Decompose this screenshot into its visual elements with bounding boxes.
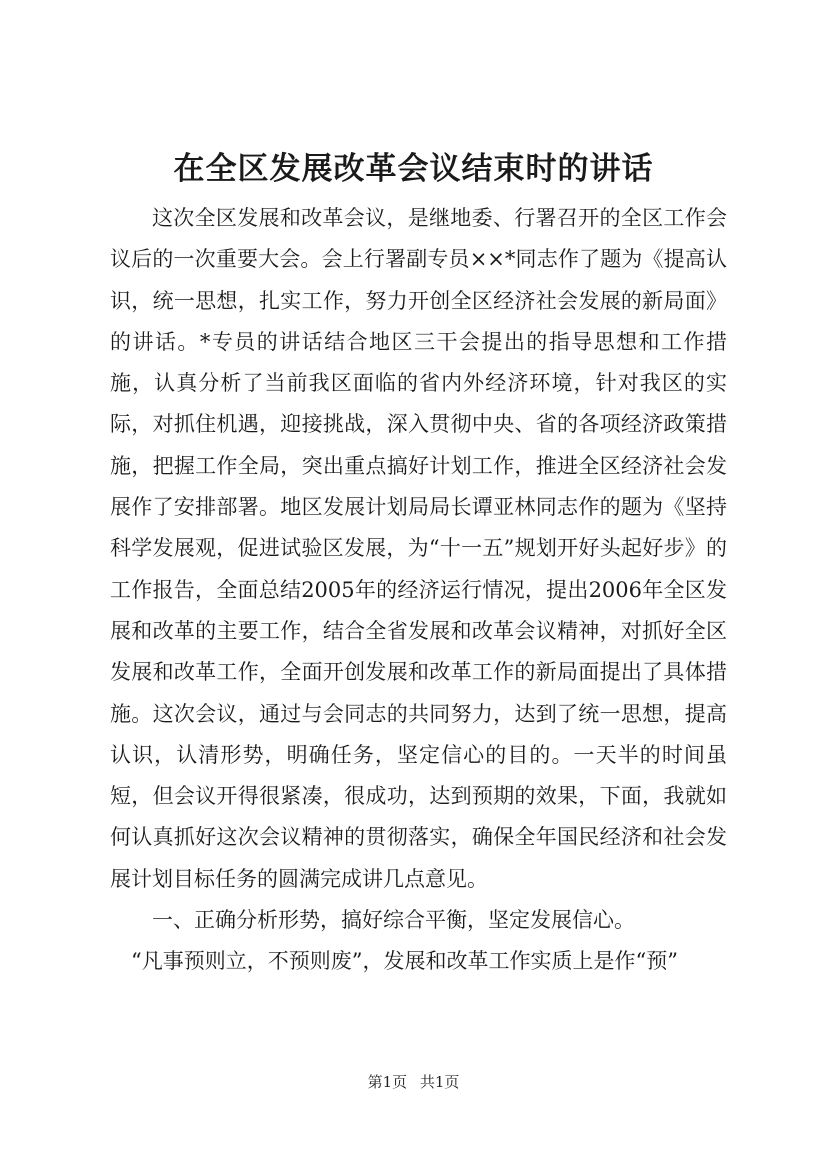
paragraph-section-heading: 一、正确分析形势，搞好综合平衡，坚定发展信心。 <box>152 908 635 933</box>
document-title: 在全区发展改革会议结束时的讲话 <box>173 151 654 187</box>
page-number: 第1页 <box>367 1073 408 1091</box>
page-footer <box>0 1071 827 1092</box>
paragraph-intro: 这次全区发展和改革会议，是继地委、行署召开的全区工作会议后的一次重要大会。会上行署副专员××*同志作了题为《提高认识，统一思想，扎实工作，努力开创全区经济社会发展的新局面》的讲话。*专员的讲话结合地区三干会提出的指导思想和工作措施，认真分析了当前我区面临的省内外经济环境，针对我区的实际，对抓住机遇，迎接挑战，深入贯彻中央、省的各项经济政策措施，把握工作全局，突出重点搞好计划工作，推进全区经济社会发展作了安排部署。地区发展计划局局长谭亚林同志作的题为《坚持科学发展观，促进试验区发展，为“十一五”规划开好头起好步》的工作报告，全面总结2005年的经济运行情况，提出2006年全区发展和改革的主要工作，结合全省发展和改革会议精神，对抓好全区发展和改革工作，全面开创发展和改革工作的新局面提出了具体措施。这次会议，通过与会同志的共同努力，达到了统一思想，提高认识，认清形势，明确任务，坚定信心的目的。一天半的时间虽短，但会议开得很紧凑，很成功，达到预期的效果，下面，我就如何认真抓好这次会议精神的贯彻落实，确保全年国民经济和社会发展计划目标任务的圆满完成讲几点意见。 <box>110 206 727 891</box>
document-body <box>110 198 727 983</box>
paragraph-continuation: “凡事预则立，不预则废”，发展和改革工作实质上是作“预” <box>131 949 678 974</box>
page-total: 共1页 <box>419 1073 460 1091</box>
